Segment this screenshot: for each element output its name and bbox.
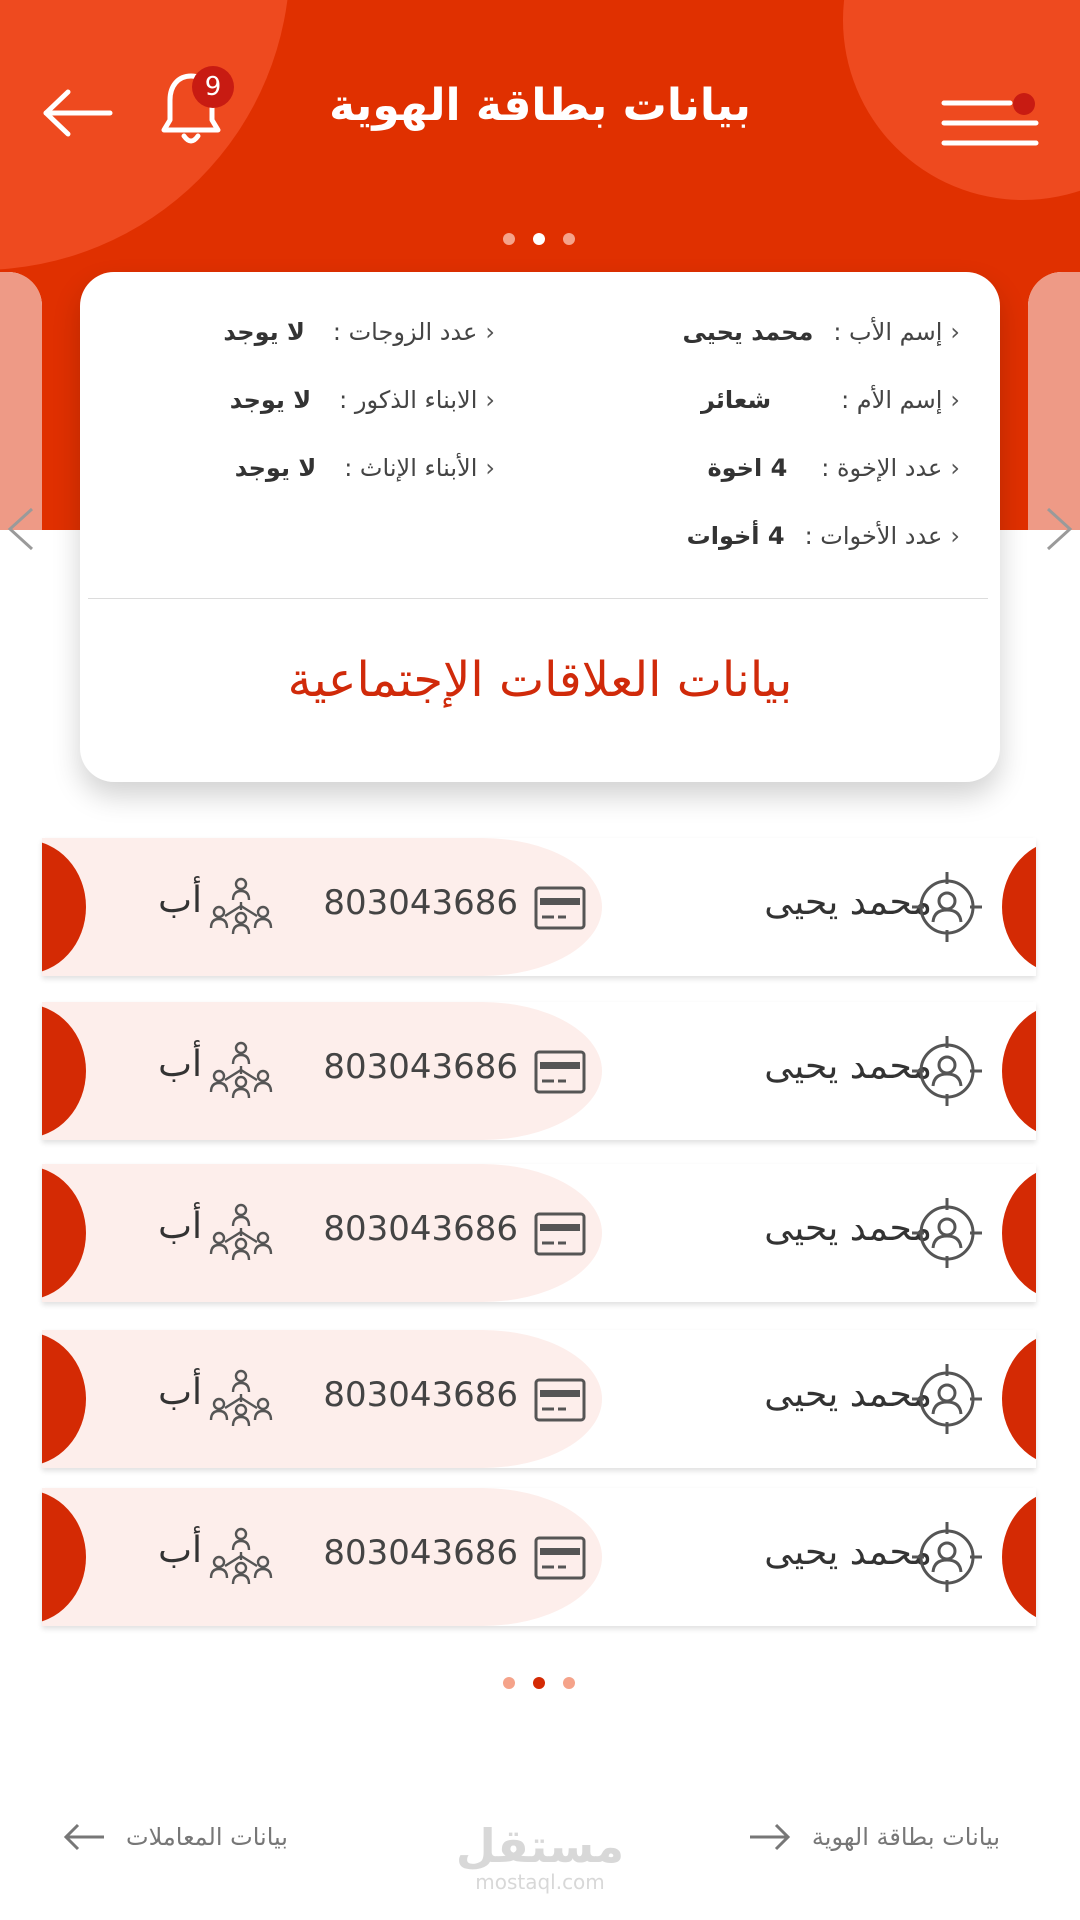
sons-label: الابناء الذكور : xyxy=(339,386,478,414)
card-divider xyxy=(88,598,988,599)
info-row-sons xyxy=(230,386,495,414)
wives-value: لا يوجد xyxy=(223,318,305,346)
chevron-icon: ‹ xyxy=(950,386,960,414)
arrow-right-icon xyxy=(748,1822,792,1852)
sisters-value: 4 أخوات xyxy=(686,522,785,550)
daughters-label: الأبناء الإناث : xyxy=(344,454,478,482)
relative-id-number: 803043686 xyxy=(323,1375,518,1415)
relative-name: محمد يحيى xyxy=(764,1532,932,1573)
chevron-right-icon[interactable] xyxy=(1042,505,1076,553)
next-section-label: بيانات بطاقة الهوية xyxy=(811,1823,1000,1851)
social-relations-card xyxy=(80,272,1000,782)
relative-id-number: 803043686 xyxy=(323,1209,518,1249)
relative-id-number: 803043686 xyxy=(323,1047,518,1087)
relative-row[interactable] xyxy=(42,838,1036,976)
family-tree-icon xyxy=(207,876,275,938)
chevron-icon: ‹ xyxy=(485,454,495,482)
relative-row[interactable] xyxy=(42,1164,1036,1302)
pager-bottom xyxy=(503,1677,575,1689)
info-row-father xyxy=(682,318,960,346)
pager-dot[interactable] xyxy=(563,1677,575,1689)
chevron-icon: ‹ xyxy=(485,386,495,414)
row-cap-right xyxy=(1002,1166,1036,1300)
wives-label: عدد الزوجات : xyxy=(332,318,478,346)
chevron-icon: ‹ xyxy=(950,522,960,550)
watermark-text: مستقل xyxy=(455,1819,625,1873)
person-target-icon xyxy=(910,870,984,944)
person-target-icon xyxy=(910,1196,984,1270)
previous-section-link[interactable] xyxy=(62,1822,288,1852)
sisters-label: عدد الأخوات : xyxy=(804,522,943,550)
back-arrow-icon[interactable] xyxy=(40,88,114,138)
chevron-icon: ‹ xyxy=(485,318,495,346)
previous-section-label: بيانات المعاملات xyxy=(126,1823,288,1851)
row-cap-right xyxy=(1002,1332,1036,1466)
chevron-icon: ‹ xyxy=(950,454,960,482)
person-target-icon xyxy=(910,1034,984,1108)
info-row-sisters xyxy=(687,522,960,550)
pager-dot-active[interactable] xyxy=(533,1677,545,1689)
person-target-icon xyxy=(910,1362,984,1436)
relative-name: محمد يحيى xyxy=(764,1374,932,1415)
relative-name: محمد يحيى xyxy=(764,1046,932,1087)
arrow-left-icon xyxy=(62,1822,106,1852)
relative-row[interactable] xyxy=(42,1002,1036,1140)
relative-id-number: 803043686 xyxy=(323,1533,518,1573)
daughters-value: لا يوجد xyxy=(234,454,317,482)
relative-id-number: 803043686 xyxy=(323,883,518,923)
pager-dot[interactable] xyxy=(503,1677,515,1689)
row-cap-right xyxy=(1002,1490,1036,1624)
brothers-value: 4 اخوة xyxy=(707,454,788,482)
relation-type: أب xyxy=(158,1372,202,1413)
notification-badge: 9 xyxy=(192,66,234,108)
info-row-daughters xyxy=(235,454,495,482)
father-value: محمد يحيى xyxy=(682,318,814,346)
id-card-icon xyxy=(534,1050,586,1094)
pager-dot-active[interactable] xyxy=(533,233,545,245)
family-tree-icon xyxy=(207,1368,275,1430)
father-label: إسم الأب : xyxy=(833,318,943,346)
relation-type: أب xyxy=(158,880,202,921)
relation-type: أب xyxy=(158,1530,202,1571)
person-target-icon xyxy=(910,1520,984,1594)
mother-label: إسم الأم : xyxy=(841,386,943,414)
page-title: بيانات بطاقة الهوية xyxy=(329,80,751,131)
sons-value: لا يوجد xyxy=(229,386,312,414)
row-cap-right xyxy=(1002,1004,1036,1138)
id-card-icon xyxy=(534,1536,586,1580)
pager-top xyxy=(503,233,575,245)
pager-dot[interactable] xyxy=(563,233,575,245)
info-row-wives xyxy=(223,318,495,346)
mother-value: شعائر xyxy=(700,386,772,414)
family-tree-icon xyxy=(207,1202,275,1264)
relative-name: محمد يحيى xyxy=(764,1208,932,1249)
id-card-icon xyxy=(534,1378,586,1422)
row-cap-right xyxy=(1002,840,1036,974)
family-tree-icon xyxy=(207,1526,275,1588)
relation-type: أب xyxy=(158,1206,202,1247)
relation-type: أب xyxy=(158,1044,202,1085)
id-card-icon xyxy=(534,886,586,930)
watermark-logo xyxy=(440,1819,640,1894)
family-tree-icon xyxy=(207,1040,275,1102)
card-title: بيانات العلاقات الإجتماعية xyxy=(287,652,793,708)
relative-name: محمد يحيى xyxy=(764,882,932,923)
pager-dot[interactable] xyxy=(503,233,515,245)
menu-indicator-dot xyxy=(1013,93,1035,115)
next-section-link[interactable] xyxy=(748,1822,1000,1852)
info-row-mother xyxy=(701,386,960,414)
watermark-url: mostaql.com xyxy=(475,1870,605,1894)
relative-row[interactable] xyxy=(42,1488,1036,1626)
brothers-label: عدد الإخوة : xyxy=(821,454,943,482)
relative-row[interactable] xyxy=(42,1330,1036,1468)
info-row-brothers xyxy=(707,454,960,482)
chevron-icon: ‹ xyxy=(950,318,960,346)
chevron-left-icon[interactable] xyxy=(4,505,38,553)
id-card-icon xyxy=(534,1212,586,1256)
